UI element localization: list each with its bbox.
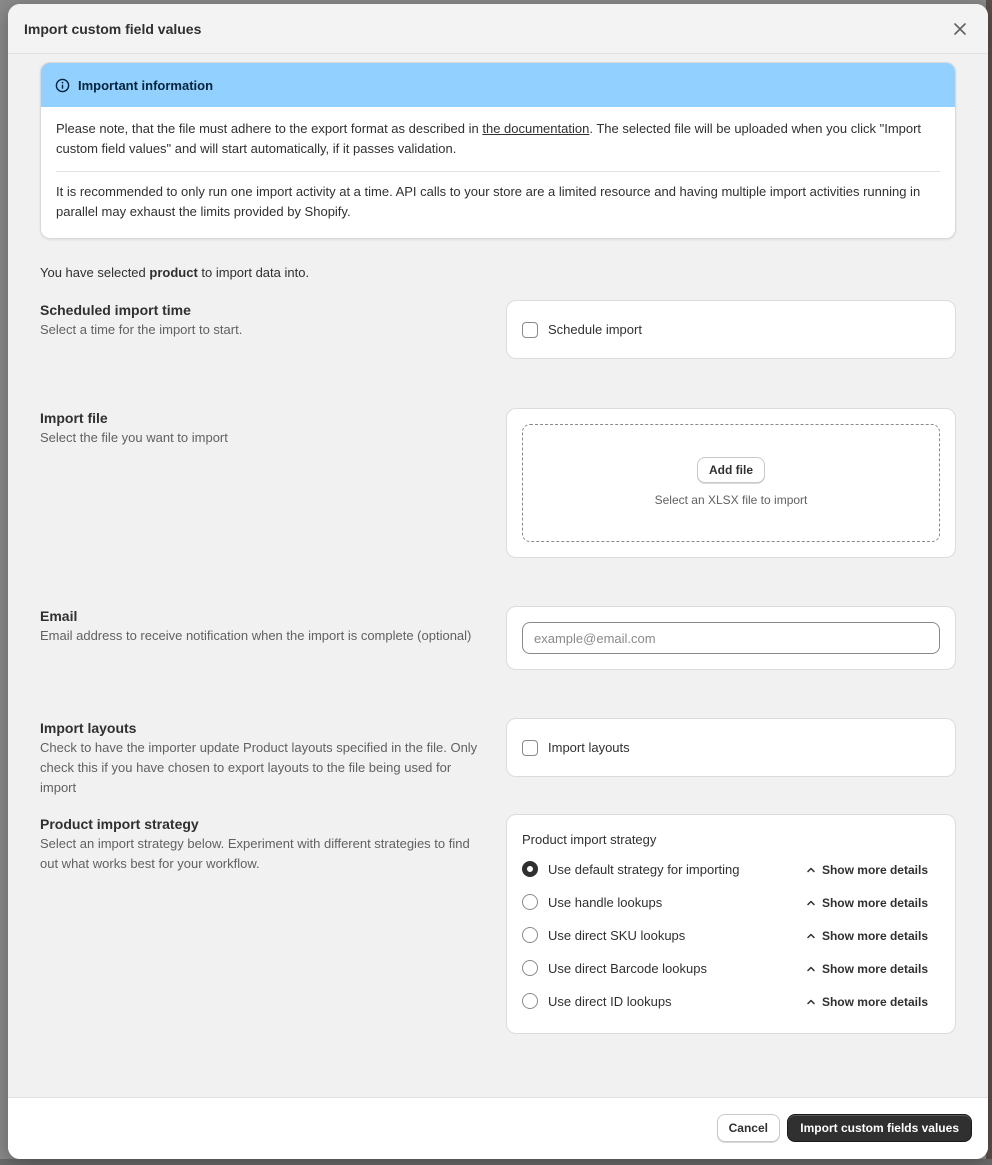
cancel-button[interactable]: Cancel xyxy=(717,1114,780,1142)
section-description: Email address to receive notification when the import is complete (optional) xyxy=(40,628,472,643)
strategy-option[interactable] xyxy=(522,989,940,1013)
import-modal xyxy=(8,4,988,1159)
selected-text: You have selected xyxy=(40,265,150,280)
close-icon xyxy=(953,22,967,36)
divider xyxy=(56,171,940,172)
email-description xyxy=(40,606,485,646)
checkbox-label: Schedule import xyxy=(548,322,642,337)
schedule-card xyxy=(506,300,956,359)
chevron-up-icon xyxy=(806,964,816,974)
checkbox-box[interactable] xyxy=(522,322,538,338)
radio-label: Use direct SKU lookups xyxy=(548,927,686,943)
chevron-up-icon xyxy=(806,865,816,875)
show-more-details-toggle[interactable] xyxy=(806,929,928,943)
section-title: Product import strategy xyxy=(40,816,199,832)
radio-button[interactable] xyxy=(522,960,538,976)
file-dropzone[interactable] xyxy=(522,424,940,542)
radio-button[interactable] xyxy=(522,894,538,910)
chevron-up-icon xyxy=(806,898,816,908)
strategy-option[interactable] xyxy=(522,956,940,980)
import-file-card xyxy=(506,408,956,558)
show-more-details-toggle[interactable] xyxy=(806,896,928,910)
import-layouts-checkbox[interactable] xyxy=(507,719,955,776)
page-backdrop-bottom xyxy=(0,1159,992,1165)
modal-header xyxy=(8,4,988,54)
section-description: Select an import strategy below. Experiment with different strategies to find out what works best for your workflow. xyxy=(40,836,470,871)
show-more-details-toggle[interactable] xyxy=(806,962,928,976)
checkbox-label: Import layouts xyxy=(548,740,630,755)
radio-label: Use direct Barcode lookups xyxy=(548,960,707,976)
banner-title: Important information xyxy=(78,77,214,93)
add-file-button[interactable]: Add file xyxy=(697,457,765,483)
dropzone-hint: Select an XLSX file to import xyxy=(654,493,808,507)
section-description: Check to have the importer update Product layouts specified in the file. Only check this if you have chosen to export layouts to the file being used for import xyxy=(40,740,478,795)
details-label: Show more details xyxy=(821,962,928,976)
modal-footer xyxy=(8,1097,988,1159)
strategy-description xyxy=(40,814,485,874)
banner-text: . The selected file will be uploaded when you click "Import custom field values" and will start automatically, if it passes validation. xyxy=(56,121,922,156)
email-field[interactable] xyxy=(522,622,940,654)
strategy-option[interactable] xyxy=(522,857,940,881)
radio-button[interactable] xyxy=(522,993,538,1009)
details-label: Show more details xyxy=(821,929,928,943)
strategy-option[interactable] xyxy=(522,890,940,914)
info-icon xyxy=(55,78,70,93)
checkbox-box[interactable] xyxy=(522,740,538,756)
strategy-group-label: Product import strategy xyxy=(522,832,657,847)
show-more-details-toggle[interactable] xyxy=(806,863,928,877)
info-banner xyxy=(40,62,956,239)
chevron-up-icon xyxy=(806,931,816,941)
details-label: Show more details xyxy=(821,896,928,910)
radio-label: Use direct ID lookups xyxy=(548,993,672,1009)
banner-paragraph-1 xyxy=(56,119,940,159)
import-submit-button[interactable]: Import custom fields values xyxy=(787,1114,972,1142)
section-title: Email xyxy=(40,608,78,624)
radio-label: Use default strategy for importing xyxy=(548,861,740,877)
selected-text: to import data into. xyxy=(197,265,310,280)
show-more-details-toggle[interactable] xyxy=(806,995,928,1009)
schedule-description xyxy=(40,300,485,340)
section-description: Select a time for the import to start. xyxy=(40,322,243,337)
chevron-up-icon xyxy=(806,997,816,1007)
schedule-import-checkbox[interactable] xyxy=(507,301,955,358)
banner-text: Please note, that the file must adhere to the export format as described in xyxy=(56,121,483,136)
section-title: Import file xyxy=(40,410,108,426)
documentation-link[interactable]: the documentation xyxy=(482,121,590,136)
details-label: Show more details xyxy=(821,863,928,877)
radio-button-selected[interactable] xyxy=(522,861,538,877)
email-card xyxy=(506,606,956,670)
modal-body xyxy=(8,54,988,1097)
radio-button[interactable] xyxy=(522,927,538,943)
selected-resource-line xyxy=(40,265,956,280)
banner-paragraph-2: It is recommended to only run one import activity at a time. API calls to your store are a limited resource and having multiple import activities running in parallel may exhaust the limits provided by Shopify. xyxy=(56,184,921,219)
selected-resource: product xyxy=(149,265,198,280)
strategy-option[interactable] xyxy=(522,923,940,947)
import-layouts-card xyxy=(506,718,956,777)
import-layouts-description xyxy=(40,718,485,798)
radio-label: Use handle lookups xyxy=(548,894,663,910)
section-title: Import layouts xyxy=(40,720,137,736)
close-button[interactable] xyxy=(950,19,970,39)
import-file-description xyxy=(40,408,485,448)
section-title: Scheduled import time xyxy=(40,302,191,318)
banner-header xyxy=(41,63,955,107)
banner-content xyxy=(41,107,955,238)
section-description: Select the file you want to import xyxy=(40,430,228,445)
modal-title: Import custom field values xyxy=(24,20,202,37)
details-label: Show more details xyxy=(821,995,928,1009)
strategy-card xyxy=(506,814,956,1034)
